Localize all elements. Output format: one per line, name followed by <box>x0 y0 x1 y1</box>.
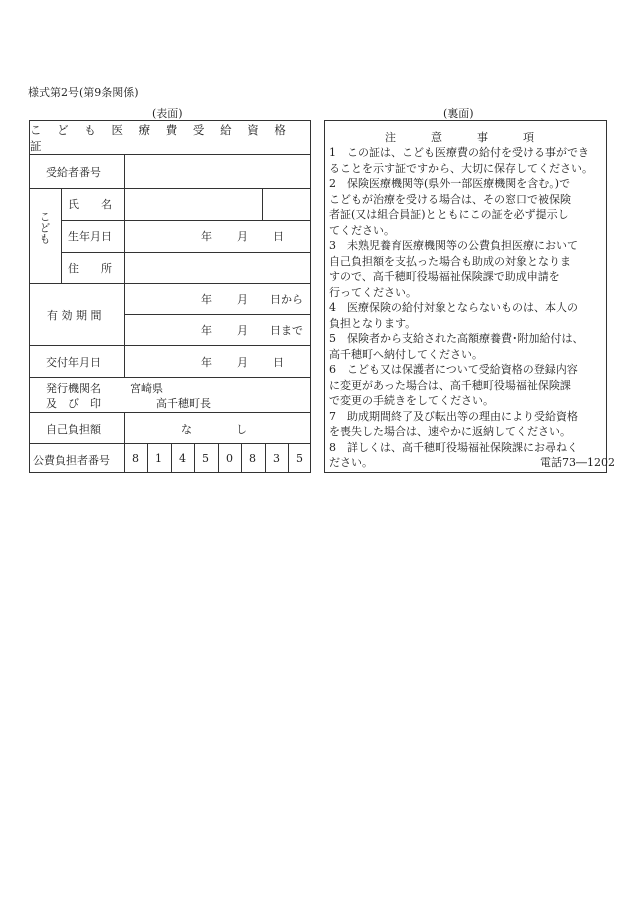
payer-digit: 5 <box>202 452 209 465</box>
form-number: 様式第2号(第9条関係) <box>28 86 139 99</box>
certificate-title: こ ど も 医 療 費 受 給 資 格 証 <box>30 121 310 155</box>
column-divider <box>124 189 125 284</box>
issuer-mayor: 高千穂町長 <box>156 397 211 410</box>
payer-digit: 5 <box>296 452 303 465</box>
payer-digit: 1 <box>155 452 162 465</box>
valid-to-year-unit: 年 <box>201 324 212 337</box>
note-line: 8 詳しくは、高千穂町役場福祉保険課にお尋ねく <box>329 440 578 454</box>
payer-digit: 4 <box>179 452 186 465</box>
valid-from-day-unit: 日から <box>270 293 303 306</box>
note-line: 2 保険医療機関等(県外一部医療機関を含む。)で <box>329 177 571 190</box>
phone-number: 電話73―1202 <box>540 456 615 469</box>
front-side-label: (表面) <box>152 107 183 120</box>
note-line: に変更があった場合は、高千穂町役場福祉保険課 <box>329 378 571 392</box>
column-divider <box>124 413 125 444</box>
note-line: 6 こども又は保護者について受給資格の登録内容 <box>329 363 578 376</box>
row-divider <box>30 443 310 444</box>
note-line: てください。 <box>329 223 395 237</box>
note-line: 4 医療保険の給付対象とならないものは、本人の <box>329 301 578 314</box>
note-line: すので、高千穂町役場福祉保険課で助成申請を <box>329 270 560 283</box>
notes-list <box>329 145 605 471</box>
valid-to-day-unit: 日まで <box>270 324 303 337</box>
issue-month-unit: 月 <box>237 356 248 369</box>
note-line: 1 この証は、こども医療費の給付を受ける事ができ <box>329 146 589 159</box>
note-line: を喪失した場合は、速やかに返納してください。 <box>329 425 571 438</box>
payer-digit: 8 <box>132 452 139 465</box>
note-line: 7 助成期間終了及び転出等の理由により受給資格 <box>329 409 578 423</box>
row-divider <box>30 188 310 189</box>
birth-day-unit: 日 <box>273 230 284 243</box>
note-line: 負担となります。 <box>329 316 417 330</box>
birth-month-unit: 月 <box>237 230 248 243</box>
column-divider <box>124 284 125 346</box>
note-line: 3 未熟児養育医療機関等の公費負担医療において <box>329 239 578 252</box>
column-divider <box>61 189 62 284</box>
name-label: 氏 名 <box>68 198 112 211</box>
notes-title: 注 意 事 項 <box>385 131 546 144</box>
column-divider <box>124 346 125 378</box>
issue-year-unit: 年 <box>201 356 212 369</box>
child-label: こども <box>38 211 51 244</box>
validity-label: 有 効 期 間 <box>47 309 102 322</box>
payer-digit: 3 <box>273 452 280 465</box>
valid-to-month-unit: 月 <box>237 324 248 337</box>
front-certificate <box>29 120 311 473</box>
note-line: 行ってください。 <box>329 285 417 299</box>
note-line: 高千穂町へ納付してください。 <box>329 347 483 361</box>
row-divider <box>61 220 310 221</box>
note-line: で変更の手続きをしてください。 <box>329 394 494 407</box>
issue-date-label: 交付年月日 <box>46 356 101 369</box>
row-divider <box>30 345 310 346</box>
row-divider <box>30 377 310 378</box>
row-divider <box>61 252 310 253</box>
note-line: 者証(又は組合員証)とともにこの証を必ず提示し <box>329 208 569 221</box>
column-divider <box>262 189 263 221</box>
note-line: ださい。 <box>329 456 373 469</box>
row-divider <box>30 283 310 284</box>
note-line: 自己負担額を支払った場合も助成の対象となりま <box>329 254 571 268</box>
issuer-prefecture: 宮崎県 <box>130 382 163 395</box>
note-line: ることを示す証ですから、大切に保存してください。 <box>329 161 593 175</box>
valid-from-year-unit: 年 <box>201 293 212 306</box>
birth-year-unit: 年 <box>201 230 212 243</box>
copay-label: 自己負担額 <box>46 423 101 436</box>
recipient-number-label: 受給者番号 <box>46 166 101 179</box>
issuer-label-line2: 及 び 印 <box>46 397 101 410</box>
note-line: 5 保険者から支給された高額療養費･附加給付は、 <box>329 332 584 345</box>
note-line: こどもが治療を受ける場合は、その窓口で被保険 <box>329 192 571 206</box>
copay-value: な し <box>181 423 247 436</box>
birthdate-label: 生年月日 <box>68 230 112 243</box>
valid-from-month-unit: 月 <box>237 293 248 306</box>
address-label: 住 所 <box>68 262 112 275</box>
payer-number-label: 公費負担者番号 <box>33 454 110 467</box>
issuer-label-line1: 発行機関名 <box>46 382 101 395</box>
row-divider <box>30 412 310 413</box>
back-notes-panel <box>324 120 615 473</box>
payer-digit: 0 <box>226 452 233 465</box>
back-side-label: (裏面) <box>443 107 474 120</box>
column-divider <box>124 155 125 189</box>
row-divider <box>124 314 310 315</box>
issue-day-unit: 日 <box>273 356 284 369</box>
payer-digit: 8 <box>249 452 256 465</box>
